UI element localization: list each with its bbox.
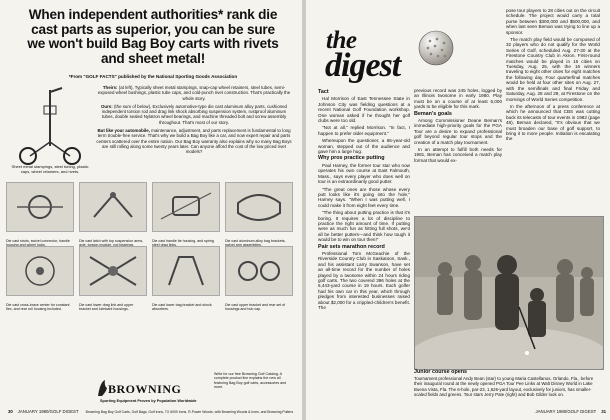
claim-automobile: But like your automobile, maintenance, adjustment, and parts replacement is fundamental to long term trouble-free service. That's why we build a Bag Boy like a car, and now expert repair and parts centers scattered over the entire nation. Our Bag Boy warranty also explains why so many Bag Boys are still rolling along some twenty years later. Can anyone afford the cost of the low priced rivet models? bbox=[96, 128, 292, 155]
catalog-offer: Write for our free Browning Golf Catalog. A complete product line explains the new all featuring Bag Boy golf carts, accessories and more. bbox=[214, 372, 287, 389]
part-image bbox=[6, 182, 74, 232]
digest-column-2: previous record was 245 holes, logged by an Illinois twosome in early 1980. Play must be on a course of at least 6,000 yards to be eligible for this mark. Beman's goals Among Commissioner Deane Beman's immediate high-priority goals for the PGA Tour are a desire to expand professional golf beyond regular tour stops and the creation of a match play tournament. In an attempt to fulfill both needs for 1981, Beman has conceived a match play format that would ex- bbox=[414, 88, 502, 163]
claim-ours: Ours: (the sum of below), Exclusively automotive-type die cast aluminum alloy parts, cushioned independent torsion rod and drag link shock absorbing suspension system, rustproof aluminum tubes, double sealed Nylatron wheel bearings, and machine threaded bolt and screw assembly throughout. That's most of our story. bbox=[101, 103, 287, 125]
section-heading: Tact bbox=[318, 89, 329, 95]
part-image bbox=[152, 246, 220, 296]
golf-ball-icon bbox=[418, 30, 454, 66]
competitor-cart-caption: Sheet metal stampings, steel tubing, plastic caps, wheel retainers, and rivets. bbox=[11, 164, 89, 174]
part-photo bbox=[6, 182, 76, 248]
part-image bbox=[79, 182, 147, 232]
part-caption: Die cast struts, swivel connector, handle housing and wheel hubs. bbox=[6, 239, 70, 248]
part-image bbox=[79, 246, 147, 296]
brand-tagline: Sporting Equipment Proven by Population Worldwide bbox=[100, 399, 197, 403]
part-caption: Die cast lower bag bracket and shock absorbers. bbox=[152, 303, 212, 312]
part-caption: Die cast lower drag link and upper bracket and lubricant housings. bbox=[79, 303, 134, 312]
right-page-digest bbox=[306, 0, 610, 420]
digest-banner-title: digest bbox=[325, 47, 401, 84]
part-image bbox=[6, 246, 74, 296]
section-heading: Pair sets marathon record bbox=[318, 243, 385, 250]
digest-banner-the: the bbox=[326, 27, 357, 54]
issue-line: JANUARY 1980/GOLF DIGEST bbox=[535, 409, 597, 414]
footer-smallprint: Browning Bag Boy Golf Carts, Golf Bags, Golf Irons, TX 6000 Irons, R-Power Woods, with Browning Woods & Irons, and Browning Putters bbox=[85, 410, 294, 414]
ad-credit: *From "GOLF FACTS" published by the National Sporting Goods Association bbox=[68, 74, 238, 79]
junior-course-photo bbox=[414, 216, 604, 370]
part-caption: Die cast upper bracket and rear set of housings and hub cap. bbox=[225, 303, 286, 312]
part-caption: Die cast cross-brace center for constant flex, and rear roll housing included. bbox=[6, 303, 70, 312]
page-number: 30 bbox=[8, 409, 13, 414]
part-image bbox=[152, 182, 220, 232]
ad-claims bbox=[96, 85, 292, 158]
part-photo bbox=[6, 246, 76, 312]
part-caption: Die cast handle tie housing, and spring steel drag links. bbox=[152, 239, 214, 248]
photo-caption-heading: Junior course opens bbox=[414, 369, 468, 375]
part-caption: Die cast latch with top suspension arms, axle, torsion module, rod bearings. bbox=[79, 239, 144, 248]
part-photo bbox=[79, 182, 149, 248]
left-page-ad bbox=[0, 0, 302, 420]
part-image bbox=[225, 246, 293, 296]
section-heading: Beman's goals bbox=[414, 110, 452, 117]
digest-column-1: Tact Hal Morrison of East Tennessee State in Johnson City was fielding questions at a recent National Golf Foundation workshop. One woman asked if he thought her golf clubs were too old. "Not at all," replied Morrison. "In fact, I happen to prefer older equipment." Whereupon the questioner, a 65-year-old woman, stepped out of the audience and gave him a large hug. Why pros practice putting Paul Harney, the former tour star who now operates his own course at East Falmouth, Mass., says every player who does well on tour is an extraordinarily good putter. "The great ones are those whose every putt looks like it's going into the hole," Harney says. "When I was putting well, I could make it from eight feet every time. "The thing about putting practice is that it's boring. It requires a lot of discipline to practice the right amount of time. If putting were as much fun as hitting full shots, we'd all be better putters—and think how tough it would be to win on tour then!" Pair sets marathon record Professional Tom McGeachie of the Riverside Country Club in Saskatoon, Sask., and his assistant Larry Swanson, have set an all-time record for the number of holes played by a twosome within 24 hours riding golf carts. The two covered 396 holes at the 6,443-yard course in 19 hours. Each golfer had his own car in this year, which through pledges from interested businesses raised about $2,000 for a crippled-children's benefit. The bbox=[318, 89, 410, 311]
part-photo bbox=[225, 182, 295, 248]
claim-theirs: Theirs: (at left), Typically sheet metal stampings, snap-cap wheel retainers, steel tubes, semi-exposed wheel bushings, plastic tube caps, and cold-punch rivet construction. That's practically the whole story. bbox=[97, 85, 291, 101]
photo-caption: Junior course opens Tournament professional Andy Bean (star) to young Maria Castellanos, Orlando, Fla., before their inaugural round at the newly opened PGA Tour Pee Links at Walt Disney World in Lake Buena Vista, Fla. The 6-hole, par-23, 1,626-yard layout, exclusively for juniors, has smaller-scaled fields and greens. Tour stars Jerry Pate (right) and Bob Gilder look on. bbox=[414, 370, 602, 397]
ad-headline: When independent authorities* rank die cast parts as superior, you can be sure we won't build Bag Boy carts with rivets and sheet metal! bbox=[27, 7, 279, 66]
competitor-cart-illustration bbox=[8, 86, 92, 166]
digest-column-3: pose tour players to 28 cities out on the circuit schedule. The project would carry a total purse between $300,000 and $500,000, and when last seen Beman was trying to line up a sponsor. The match play field would be composed of 32 players who do not qualify for the World Series of Golf, scheduled Aug. 27-30 at the Firestone Country Club in Akron. First-round matches would be played in 16 cities on Tuesday, Aug. 25, with the 16 winners traveling to eight other cities for eight matches the following day. Four quarterfinal matches would be held at four other sites on Aug. 27, with the semifinals and final Friday and Saturday, Aug. 28 and 29, at Firestone on the mornings of World Series competition. In the afternoon of a press conference at which he announced that CBS was cutting back its telecasts of tour events in 1982 (page 48), Beman declared, "It's obvious that we must broaden our base of golf support, to bring it to more people. Initiation is escalating the bbox=[506, 8, 600, 142]
part-caption: Die cast aluminum alloy bag brackets, swivel arm assemblies. bbox=[225, 239, 286, 248]
part-photo bbox=[152, 246, 222, 312]
part-image bbox=[225, 182, 293, 232]
right-footer bbox=[456, 409, 606, 414]
section-heading: Why pros practice putting bbox=[318, 155, 385, 162]
part-photo bbox=[225, 246, 295, 312]
brand-name: BROWNING bbox=[108, 382, 182, 396]
part-photo bbox=[152, 182, 222, 248]
part-photo bbox=[79, 246, 149, 312]
left-footer bbox=[8, 409, 294, 414]
issue-line: JANUARY 1980/GOLF DIGEST bbox=[17, 409, 79, 414]
page-number: 31 bbox=[601, 409, 606, 414]
